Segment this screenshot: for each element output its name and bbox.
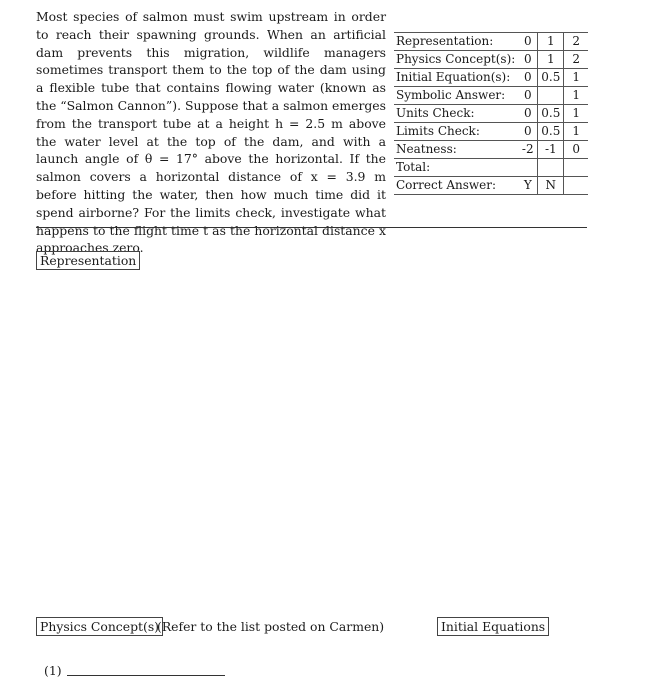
rubric-row — [394, 69, 588, 87]
rubric-score-2: 1 — [564, 123, 588, 141]
rubric-score-0: -2 — [521, 142, 534, 156]
rubric-criterion: Physics Concept(s): — [396, 52, 516, 66]
rubric-score-1: 1 — [538, 33, 564, 51]
section-divider — [36, 227, 587, 228]
grading-rubric — [394, 32, 588, 195]
rubric-score-2: 2 — [564, 51, 588, 69]
concept-answer-blank[interactable] — [67, 675, 225, 676]
representation-label: Representation — [36, 251, 140, 270]
rubric-score-2: 1 — [564, 105, 588, 123]
problem-statement: Most species of salmon must swim upstream in order to reach their spawning grounds. When an artificial dam prevents this migration, wildlife managers sometimes transport them to the top of the dam using a flexible tube that contains flowing water (known as the “Salmon Cannon”). Suppose that a salmon emerges from the transport tube at a height h = 2.5 m above the water level at the top of the dam, and with a launch angle of θ = 17° above the horizontal. If the salmon covers a horizontal distance of x = 3.9 m before hitting the water, then how much time did it spend airborne? For the limits check, investigate what happens to the flight time t as the horizontal distance x approaches zero. — [36, 9, 386, 256]
rubric-score-2 — [564, 159, 588, 177]
rubric-score-1: 0.5 — [538, 69, 564, 87]
rubric-score-1: -1 — [538, 141, 564, 159]
concept-item-number: (1) — [44, 663, 62, 678]
rubric-score-1: 0.5 — [538, 105, 564, 123]
rubric-score-2 — [564, 177, 588, 195]
physics-concepts-label: Physics Concept(s) — [36, 617, 163, 636]
refer-note: (Refer to the list posted on Carmen) — [157, 619, 385, 634]
rubric-row — [394, 159, 588, 177]
rubric-score-0: 0 — [523, 88, 532, 102]
rubric-score-1 — [538, 87, 564, 105]
rubric-criterion: Total: — [396, 160, 431, 174]
rubric-score-0: Y — [523, 178, 532, 192]
initial-equations-label: Initial Equations — [437, 617, 549, 636]
rubric-score-0: 0 — [523, 106, 532, 120]
rubric-score-0: 0 — [523, 124, 532, 138]
rubric-criterion: Symbolic Answer: — [396, 88, 506, 102]
rubric-score-2: 2 — [564, 33, 588, 51]
rubric-criterion: Units Check: — [396, 106, 475, 120]
rubric-criterion: Initial Equation(s): — [396, 70, 511, 84]
rubric-criterion: Limits Check: — [396, 124, 480, 138]
rubric-score-2: 0 — [564, 141, 588, 159]
rubric-score-0: 0 — [523, 34, 532, 48]
rubric-score-0: 0 — [523, 52, 532, 66]
rubric-score-1: N — [538, 177, 564, 195]
rubric-score-1 — [538, 159, 564, 177]
rubric-score-0 — [518, 159, 537, 177]
rubric-score-2: 1 — [564, 69, 588, 87]
rubric-criterion: Representation: — [396, 34, 494, 48]
rubric-score-1: 0.5 — [538, 123, 564, 141]
rubric-criterion: Correct Answer: — [396, 178, 497, 192]
rubric-row — [394, 177, 588, 195]
rubric-score-1: 1 — [538, 51, 564, 69]
rubric-row — [394, 123, 588, 141]
rubric-score-2: 1 — [564, 87, 588, 105]
rubric-row — [394, 33, 588, 51]
rubric-row — [394, 105, 588, 123]
rubric-row — [394, 141, 588, 159]
rubric-row — [394, 87, 588, 105]
rubric-criterion: Neatness: — [396, 142, 457, 156]
rubric-score-0: 0 — [523, 70, 532, 84]
rubric-row — [394, 51, 588, 69]
